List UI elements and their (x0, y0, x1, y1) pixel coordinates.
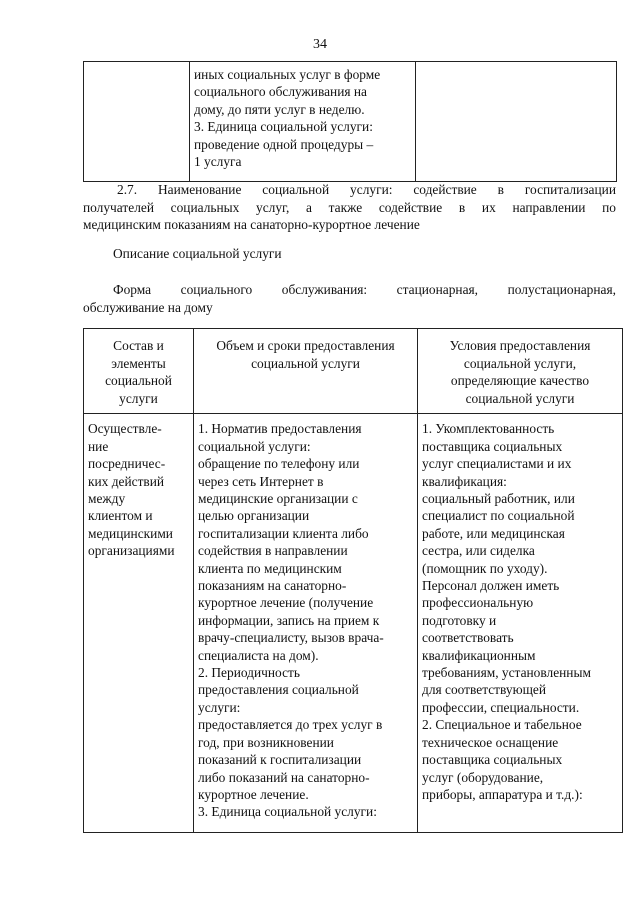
cell-line: врачу-специалисту, вызов врача- (198, 630, 384, 646)
cell-line: специалиста на дом). (198, 647, 319, 663)
cell-line: услуги: (198, 699, 241, 715)
cell-line: показаниям на санаторно- (198, 578, 347, 594)
cell-line: либо показаний на санаторно- (198, 769, 370, 785)
section-heading (83, 181, 616, 234)
cell-line: социального обслуживания на (194, 84, 367, 100)
table-row (84, 414, 623, 833)
header-line: элементы (111, 355, 166, 371)
table-header-row (84, 329, 623, 414)
cell-line: профессиональную (422, 595, 534, 611)
header-line: услуги (119, 390, 158, 406)
cell-line: обращение по телефону или (198, 456, 360, 472)
cell-line: информации, запись на прием к (198, 612, 380, 628)
cell-line: содействия в направлении (198, 543, 348, 559)
table-row (84, 62, 617, 182)
header-line: Состав и (113, 338, 164, 353)
cell-line: организациями (88, 543, 175, 559)
header-conditions (418, 329, 623, 414)
cell-line: услуг (оборудование, (422, 769, 544, 785)
cell-line: дому, до пяти услуг в неделю. (194, 101, 365, 117)
description-label: Описание социальной услуги (113, 246, 282, 261)
cell-line: иных социальных услуг в форме (194, 67, 381, 82)
header-line: социальной услуги (251, 355, 360, 371)
cell-line: медицинские организации с (198, 491, 358, 506)
cell-line: проведение одной процедуры – (194, 136, 374, 152)
header-volume (194, 329, 418, 414)
cell-line: поставщика социальных (422, 438, 563, 454)
cell-line: 1. Укомплектованность (422, 421, 555, 437)
service-table (83, 328, 623, 833)
service-form (83, 281, 616, 316)
cell-line: Персонал должен иметь (422, 578, 560, 594)
table-cell-empty-right (416, 62, 617, 182)
cell-line: работе, или медицинская (422, 525, 565, 541)
page-number: 34 (313, 37, 327, 52)
cell-line: через сеть Интернет в (198, 473, 324, 489)
cell-line: курортное лечение (получение (198, 595, 374, 611)
cell-line: целью организации (198, 508, 310, 524)
cell-line: медицинскими (88, 525, 173, 541)
cell-line: год, при возникновении (198, 734, 334, 750)
heading-line: 2.7. Наименование социальной услуги: содействие в госпитализации (117, 182, 616, 197)
cell-line: поставщика социальных (422, 752, 563, 768)
cell-line: сестра, или сиделка (422, 543, 535, 559)
continuation-table (83, 61, 617, 182)
cell-volume (194, 414, 418, 833)
header-line: Объем и сроки предоставления (216, 338, 395, 353)
cell-line: социальный работник, или (422, 491, 575, 506)
cell-line: профессии, специальности. (422, 699, 580, 715)
cell-line: клиентом и (88, 508, 153, 524)
header-line: социальной услуги, (463, 355, 577, 371)
cell-line: соответствовать (422, 630, 514, 646)
header-composition (84, 329, 194, 414)
cell-line: 3. Единица социальной услуги: (194, 119, 373, 135)
cell-line: ких действий (88, 473, 165, 489)
heading-line: медицинским показаниям на санаторно-курортное лечение (83, 217, 420, 233)
cell-line: клиента по медицинским (198, 560, 342, 576)
cell-line: предоставляется до трех услуг в (198, 717, 383, 733)
cell-line: квалификация: (422, 473, 507, 489)
cell-line: госпитализации клиента либо (198, 525, 369, 541)
cell-line: курортное лечение. (198, 786, 309, 802)
cell-line: 1 услуга (194, 154, 242, 170)
cell-line: для соответствующей (422, 682, 546, 698)
cell-line: услуг специалистами и их (422, 456, 572, 472)
cell-line: социальной услуги: (198, 438, 311, 454)
cell-line: показаний к госпитализации (198, 752, 362, 768)
cell-line: приборы, аппаратура и т.д.): (422, 786, 583, 802)
table-cell-volume (190, 62, 416, 182)
cell-line: предоставления социальной (198, 682, 359, 698)
cell-line: посредничес- (88, 456, 166, 472)
cell-line: (помощник по уходу). (422, 560, 548, 576)
cell-line: между (88, 491, 126, 506)
cell-composition (84, 414, 194, 833)
form-line: обслуживание на дому (83, 299, 213, 315)
table-cell-empty-left (84, 62, 190, 182)
cell-line: Осуществле- (88, 421, 162, 437)
header-line: определяющие качество (450, 373, 590, 389)
header-line: социальной (105, 373, 172, 389)
cell-line: подготовку и (422, 612, 497, 628)
cell-line: 2. Специальное и табельное (422, 717, 582, 733)
cell-line: ние (88, 438, 109, 454)
cell-line: требованиям, установленным (422, 665, 591, 681)
form-line: Форма социального обслуживания: стационарная, полустационарная, (113, 282, 616, 297)
cell-line: 1. Норматив предоставления (198, 421, 362, 437)
header-line: Условия предоставления (449, 338, 591, 353)
cell-line: техническое оснащение (422, 734, 559, 750)
cell-line: 3. Единица социальной услуги: (198, 804, 377, 820)
cell-conditions (418, 414, 623, 833)
cell-line: 2. Периодичность (198, 665, 300, 681)
header-line: социальной услуги (465, 390, 575, 406)
cell-line: специалист по социальной (422, 508, 575, 524)
heading-line: получателей социальных услуг, а также содействие в их направлении по (83, 199, 616, 215)
cell-line: квалификационным (422, 647, 536, 663)
